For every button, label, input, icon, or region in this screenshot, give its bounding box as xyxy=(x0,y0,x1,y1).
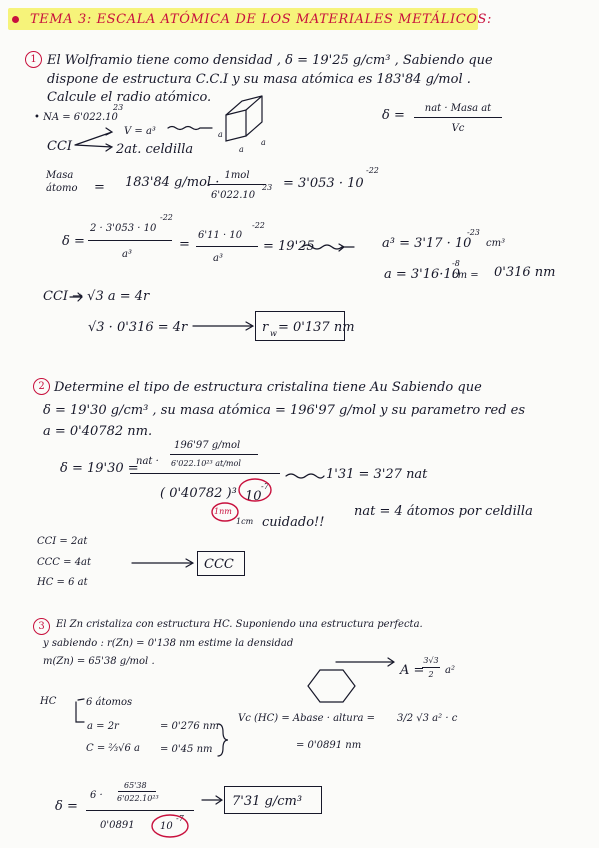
problem-number-2: 2 xyxy=(33,378,50,395)
avogadro-number: • NA = 6'022.10 xyxy=(34,112,118,123)
wave-arrow-2 xyxy=(302,244,354,251)
p3-delta-top-num: 65'38 xyxy=(124,781,147,790)
hc-label: HC xyxy=(40,696,57,707)
delta-eq: = xyxy=(179,237,190,252)
circle-nm-note xyxy=(212,503,238,521)
vc-value: = 0'0891 nm xyxy=(296,740,362,751)
delta-num2: 6'11 · 10 xyxy=(198,230,243,241)
a-exp: -8 xyxy=(452,259,460,268)
problem-3-line-1: El Zn cristaliza con estructura HC. Suponiendo una estructura perfecta. xyxy=(56,619,423,630)
c-equation: C = ⅔√6 a xyxy=(86,743,140,754)
problem-2-den-power: 10 xyxy=(245,489,262,504)
c-value: = 0'45 nm xyxy=(160,744,213,755)
radius-equation: √3 · 0'316 = 4r xyxy=(88,320,188,335)
cci-relation: CCI → √3 a = 4r xyxy=(43,289,150,304)
p3-delta-lhs: δ = xyxy=(55,799,78,814)
problem-2-nat: nat · xyxy=(136,456,159,467)
cube-front xyxy=(226,110,246,141)
delta-num1-exp: -22 xyxy=(160,213,173,222)
problem-1-line-3: Calcule el radio atómico. xyxy=(47,90,212,105)
area-num: 3√3 xyxy=(423,656,439,665)
masa-result: = 3'053 · 10 xyxy=(283,176,364,191)
problem-2-line-3: a = 0'40782 nm. xyxy=(43,424,153,439)
a-value: = 0'276 nm xyxy=(160,721,219,732)
cube-label-a3: a xyxy=(261,138,266,147)
problem-2-top-num: 196'97 g/mol xyxy=(174,440,241,451)
problem-number-3: 3 xyxy=(33,618,50,635)
delta-num2-exp: -22 xyxy=(252,221,265,230)
arrow-to-answer-3 xyxy=(202,796,222,804)
a3-exp: -23 xyxy=(467,228,480,237)
area-tail: a² xyxy=(445,665,455,676)
p3-delta-den-power: 10 xyxy=(160,821,173,832)
problem-1-line-1: El Wolframio tiene como densidad , δ = 19'25 g/cm³ , Sabiendo que xyxy=(47,53,493,68)
problem-3-line-2: y sabiendo : r(Zn) = 0'138 nm estime la densidad xyxy=(43,638,294,649)
p3-delta-den: 0'0891 xyxy=(100,820,135,831)
cube-label-a1: a xyxy=(218,130,223,139)
problem-2-line-1: Determine el tipo de estructura cristalina tiene Au Sabiendo que xyxy=(54,380,482,395)
page-title: TEMA 3: ESCALA ATÓMICA DE LOS MATERIALES METÁLICOS: xyxy=(30,12,492,27)
cci-bracket-arrow xyxy=(75,128,112,151)
cci-bracket-2 xyxy=(76,699,84,722)
masa-result-exp: -22 xyxy=(366,166,379,175)
p3-delta-top1: 6 · xyxy=(90,790,103,801)
six-atoms: 6 átomos xyxy=(86,697,133,708)
note-nm: 1nm xyxy=(214,507,232,516)
circle-p3-power xyxy=(152,815,188,837)
area-den: 2 xyxy=(428,670,434,679)
wave-arrow-1 xyxy=(168,127,212,130)
a-unit: cm = xyxy=(452,270,479,281)
a3-unit: cm³ xyxy=(486,238,506,249)
problem-2-den-power-exp: -7 xyxy=(261,482,269,491)
a3-result: a³ = 3'17 · 10 xyxy=(382,236,472,251)
option-hc: HC = 6 at xyxy=(37,577,88,588)
cube-top xyxy=(226,96,262,115)
arrow-cci xyxy=(70,293,82,301)
arrow-to-answer-1 xyxy=(193,322,253,330)
problem-2-line-2: δ = 19'30 g/cm³ , su masa atómica = 196'97 g/mol y su parametro red es xyxy=(43,403,526,418)
density-formula-denominator: Vc xyxy=(451,123,465,134)
answer-2: CCC xyxy=(204,557,234,572)
structure-cci: CCI xyxy=(47,139,73,154)
area-formula: A = xyxy=(400,663,425,678)
volume-a3: V = a³ xyxy=(124,126,156,137)
delta-value: = 19'25 xyxy=(263,239,315,254)
brace-right xyxy=(218,724,228,756)
masa-value: 183'84 g/mol · xyxy=(125,175,220,190)
delta-den2: a³ xyxy=(213,253,223,264)
p3-delta-top-den: 6'022.10²³ xyxy=(117,794,159,803)
problem-2-lhs: δ = 19'30 = xyxy=(60,461,139,476)
delta-lhs: δ = xyxy=(62,234,85,249)
hex-arrow xyxy=(336,658,394,666)
answer-value-1: = 0'137 nm xyxy=(278,320,355,335)
arrow-to-answer-2 xyxy=(132,559,193,567)
density-formula-numerator: nat · Masa at xyxy=(424,103,492,114)
note-cm: 1cm xyxy=(236,517,254,526)
mol-numerator: 1mol xyxy=(224,170,250,181)
mol-denominator: 6'022.10 xyxy=(211,190,256,201)
cube-side xyxy=(246,96,262,136)
cube-label-a2: a xyxy=(239,145,244,154)
delta-den1: a³ xyxy=(122,249,132,260)
a-result: a = 3'16·10 xyxy=(384,267,460,282)
a-nm: 0'316 nm xyxy=(494,265,556,280)
problem-number-1: 1 xyxy=(25,51,42,68)
mol-den-exp: 23 xyxy=(262,183,273,192)
problem-1-line-2: dispone de estructura C.C.I y su masa atómica es 183'84 g/mol . xyxy=(47,72,471,87)
masa-label-2: átomo xyxy=(46,183,78,194)
masa-label-1: Masa xyxy=(46,170,74,181)
delta-num1: 2 · 3'053 · 10 xyxy=(90,223,157,234)
arrow-p2-result xyxy=(286,474,324,478)
nat-result: nat = 4 átomos por celdilla xyxy=(354,504,533,519)
careful-note: cuidado!! xyxy=(262,515,325,530)
avogadro-exponent: 23 xyxy=(113,103,124,112)
problem-2-top-den: 6'022.10²³ at/mol xyxy=(171,459,241,468)
masa-eq: = xyxy=(94,180,105,195)
p3-delta-den-power-exp: -7 xyxy=(176,814,184,823)
vc-formula: 3/2 √3 a² · c xyxy=(397,713,458,724)
option-cci: CCI = 2at xyxy=(37,536,88,547)
problem-2-result: 1'31 = 3'27 nat xyxy=(326,467,428,482)
a-equals-2r: a = 2r xyxy=(87,721,119,732)
circle-den-power xyxy=(239,479,271,504)
answer-3: 7'31 g/cm³ xyxy=(232,794,303,809)
option-ccc: CCC = 4at xyxy=(37,557,92,568)
answer-r: r xyxy=(262,320,269,335)
problem-3-line-3: m(Zn) = 65'38 g/mol . xyxy=(43,656,155,667)
answer-r-sub: w xyxy=(270,329,277,338)
problem-2-den: ( 0'40782 )³ xyxy=(160,486,237,501)
atoms-per-cell: 2at. celdilla xyxy=(116,142,194,157)
density-formula-lhs: δ = xyxy=(382,108,405,123)
hexagon xyxy=(308,670,355,702)
vc-label: Vc (HC) = Abase · altura = xyxy=(238,713,376,724)
